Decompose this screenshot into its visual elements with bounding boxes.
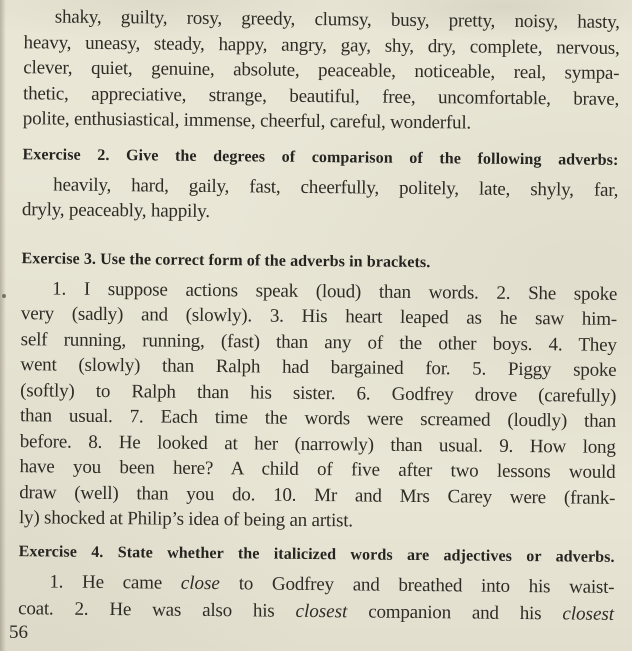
page-number: 56 [9, 622, 28, 643]
exercise-2-heading: Exercise 2. Give the degrees of comparison of the following adverbs: [22, 145, 619, 169]
ink-speck [2, 294, 6, 298]
exercise-4-paragraph: 1. He came close to Godfrey and breathed into his waist- coat. 2. He was also his closest companion and his closest [18, 570, 615, 625]
exercise-4-heading: Exercise 4. State whether the italicized words are adjectives or adverbs. [18, 542, 615, 566]
exercise-3-paragraph: 1. I suppose actions speak (loud) than words. 2. She spoke very (sadly) and (slowly). 3. His heart leaped as he saw him- self running, running, (fast) than any of the other boys. 4. They went (slowly) than Ralph had bargained for. 5. Piggy spoke (softly) to Ralph than his sister. 6. Godfrey drove (carefully) than usual. 7. Each time the words were screamed (loudly) than before. 8. He looked at her (narrowly) than usual. 9. How long have you been here? A child of five after two lessons would draw (well) than you do. 10. Mr and Mrs Carey were (frank- ly) shocked at Philip’s idea of being an artist. [18, 277, 618, 532]
exercise-2-paragraph: heavily, hard, gaily, fast, cheerfully, politely, late, shyly, far, dryly, peaceably, happily. [21, 173, 619, 222]
adjective-list-paragraph: shaky, guilty, rosy, greedy, clumsy, busy, pretty, noisy, hasty, heavy, uneasy, steady, happy, angry, gay, shy, dry, complete, nervous, clever, quiet, genuine, absolute, peaceable, noticeable, real, sympa- thetic, appreciative, strange, beautiful, free, uncomfortable, brave, polite, enthusiastical, immense, cheerful, careful, wonderful. [22, 6, 620, 134]
exercise-3-heading: Exercise 3. Use the correct form of the adverbs in brackets. [21, 249, 431, 271]
